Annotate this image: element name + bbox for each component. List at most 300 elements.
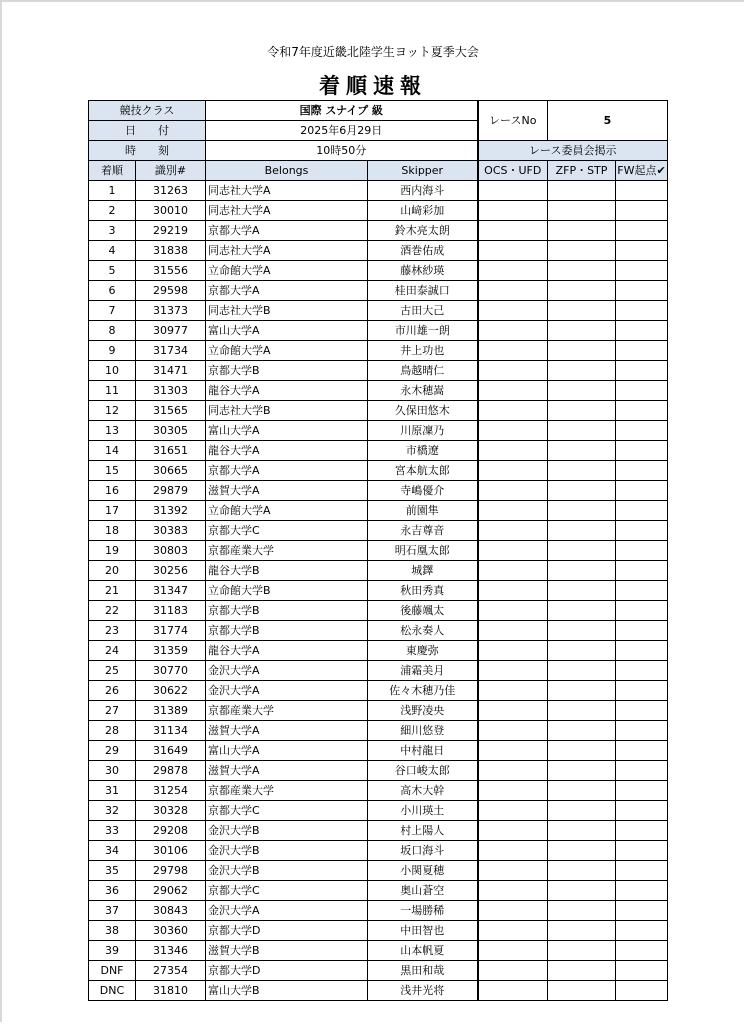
zfp-cell xyxy=(548,901,616,921)
fw-cell xyxy=(616,221,668,241)
ocs-cell xyxy=(478,761,548,781)
sail-number-cell: 31838 xyxy=(136,241,206,261)
belongs-cell: 立命館大学A xyxy=(206,261,368,281)
ocs-cell xyxy=(478,481,548,501)
belongs-cell: 同志社大学B xyxy=(206,301,368,321)
zfp-cell xyxy=(548,621,616,641)
fw-cell xyxy=(616,801,668,821)
belongs-cell: 同志社大学A xyxy=(206,201,368,221)
skipper-cell: 市橋遼 xyxy=(368,441,478,461)
rank-cell: 34 xyxy=(89,841,136,861)
ocs-cell xyxy=(478,421,548,441)
belongs-cell: 京都大学A xyxy=(206,221,368,241)
ocs-cell xyxy=(478,921,548,941)
belongs-cell: 京都大学C xyxy=(206,801,368,821)
belongs-cell: 富山大学A xyxy=(206,421,368,441)
zfp-cell xyxy=(548,661,616,681)
skipper-cell: 村上陽人 xyxy=(368,821,478,841)
zfp-cell xyxy=(548,941,616,961)
skipper-cell: 山﨑彩加 xyxy=(368,201,478,221)
rank-cell: 5 xyxy=(89,261,136,281)
rank-cell: 35 xyxy=(89,861,136,881)
fw-cell xyxy=(616,881,668,901)
zfp-cell xyxy=(548,361,616,381)
sail-number-cell: 31359 xyxy=(136,641,206,661)
skipper-cell: 奥山蒼空 xyxy=(368,881,478,901)
rank-cell: 3 xyxy=(89,221,136,241)
rank-cell: 9 xyxy=(89,341,136,361)
belongs-cell: 滋賀大学A xyxy=(206,761,368,781)
fw-cell xyxy=(616,681,668,701)
table-row xyxy=(89,541,668,561)
ocs-cell xyxy=(478,781,548,801)
sail-number-cell: 30328 xyxy=(136,801,206,821)
fw-cell xyxy=(616,581,668,601)
belongs-cell: 同志社大学B xyxy=(206,401,368,421)
table-row xyxy=(89,721,668,741)
sail-number-cell: 31389 xyxy=(136,701,206,721)
skipper-cell: 鳥越晴仁 xyxy=(368,361,478,381)
sail-number-cell: 30256 xyxy=(136,561,206,581)
belongs-cell: 京都大学B xyxy=(206,601,368,621)
table-row xyxy=(89,321,668,341)
zfp-cell xyxy=(548,761,616,781)
zfp-cell xyxy=(548,981,616,1001)
fw-cell xyxy=(616,761,668,781)
skipper-cell: 川原凜乃 xyxy=(368,421,478,441)
class-label: 競技クラス xyxy=(89,101,206,121)
belongs-cell: 富山大学A xyxy=(206,321,368,341)
table-row xyxy=(89,761,668,781)
sail-number-cell: 31134 xyxy=(136,721,206,741)
skipper-cell: 市川雄一朗 xyxy=(368,321,478,341)
belongs-cell: 滋賀大学A xyxy=(206,481,368,501)
ocs-cell xyxy=(478,961,548,981)
skipper-cell: 松永奏人 xyxy=(368,621,478,641)
sail-number-cell: 31471 xyxy=(136,361,206,381)
sail-number-cell: 29219 xyxy=(136,221,206,241)
zfp-cell xyxy=(548,801,616,821)
zfp-cell xyxy=(548,561,616,581)
ocs-cell xyxy=(478,201,548,221)
zfp-cell xyxy=(548,741,616,761)
rank-cell: 24 xyxy=(89,641,136,661)
sail-number-cell: 30665 xyxy=(136,461,206,481)
ocs-cell xyxy=(478,261,548,281)
rank-cell: 30 xyxy=(89,761,136,781)
zfp-cell xyxy=(548,221,616,241)
zfp-cell xyxy=(548,961,616,981)
fw-cell xyxy=(616,781,668,801)
table-row xyxy=(89,661,668,681)
table-row xyxy=(89,741,668,761)
table-row xyxy=(89,521,668,541)
ocs-cell xyxy=(478,821,548,841)
skipper-cell: 中田智也 xyxy=(368,921,478,941)
belongs-cell: 京都大学A xyxy=(206,461,368,481)
rank-cell: 38 xyxy=(89,921,136,941)
skipper-cell: 西内海斗 xyxy=(368,181,478,201)
skipper-cell: 小川瑛土 xyxy=(368,801,478,821)
fw-cell xyxy=(616,541,668,561)
skipper-cell: 桂田泰誠口 xyxy=(368,281,478,301)
belongs-cell: 金沢大学B xyxy=(206,821,368,841)
ocs-cell xyxy=(478,341,548,361)
fw-cell xyxy=(616,241,668,261)
table-row xyxy=(89,461,668,481)
sail-number-cell: 30383 xyxy=(136,521,206,541)
fw-cell xyxy=(616,501,668,521)
fw-cell xyxy=(616,941,668,961)
ocs-cell xyxy=(478,941,548,961)
belongs-cell: 龍谷大学A xyxy=(206,381,368,401)
table-row xyxy=(89,181,668,201)
zfp-cell xyxy=(548,921,616,941)
rank-cell: DNC xyxy=(89,981,136,1001)
ocs-cell xyxy=(478,741,548,761)
skipper-cell: 一場勝稀 xyxy=(368,901,478,921)
belongs-cell: 京都大学C xyxy=(206,521,368,541)
sail-number-cell: 31649 xyxy=(136,741,206,761)
rank-cell: 37 xyxy=(89,901,136,921)
ocs-cell xyxy=(478,381,548,401)
sail-number-cell: 30360 xyxy=(136,921,206,941)
zfp-cell xyxy=(548,301,616,321)
table-row xyxy=(89,821,668,841)
sail-number-cell: 29208 xyxy=(136,821,206,841)
table-row xyxy=(89,241,668,261)
zfp-cell xyxy=(548,601,616,621)
belongs-cell: 滋賀大学B xyxy=(206,941,368,961)
sail-number-cell: 30977 xyxy=(136,321,206,341)
skipper-cell: 永木穂嵩 xyxy=(368,381,478,401)
skipper-cell: 浦霜美月 xyxy=(368,661,478,681)
ocs-cell xyxy=(478,181,548,201)
skipper-cell: 古田大己 xyxy=(368,301,478,321)
table-row xyxy=(89,341,668,361)
rank-cell: 26 xyxy=(89,681,136,701)
table-row xyxy=(89,381,668,401)
sail-number-cell: 31810 xyxy=(136,981,206,1001)
table-row xyxy=(89,501,668,521)
table-row xyxy=(89,781,668,801)
zfp-cell xyxy=(548,481,616,501)
table-row xyxy=(89,881,668,901)
rank-cell: 25 xyxy=(89,661,136,681)
belongs-cell: 金沢大学B xyxy=(206,861,368,881)
skipper-cell: 明石凰太郎 xyxy=(368,541,478,561)
sail-number-cell: 31774 xyxy=(136,621,206,641)
zfp-cell xyxy=(548,881,616,901)
table-row xyxy=(89,401,668,421)
fw-cell xyxy=(616,861,668,881)
belongs-cell: 金沢大学A xyxy=(206,661,368,681)
belongs-cell: 龍谷大学A xyxy=(206,641,368,661)
sail-number-cell: 31556 xyxy=(136,261,206,281)
fw-cell xyxy=(616,601,668,621)
zfp-cell xyxy=(548,381,616,401)
belongs-cell: 金沢大学A xyxy=(206,681,368,701)
ocs-cell xyxy=(478,321,548,341)
fw-cell xyxy=(616,421,668,441)
sail-number-cell: 31373 xyxy=(136,301,206,321)
table-row xyxy=(89,981,668,1001)
sail-number-cell: 31734 xyxy=(136,341,206,361)
rank-cell: 4 xyxy=(89,241,136,261)
table-row xyxy=(89,701,668,721)
col-ocs: OCS・UFD xyxy=(478,161,548,181)
table-row xyxy=(89,961,668,981)
belongs-cell: 京都産業大学 xyxy=(206,781,368,801)
belongs-cell: 京都大学A xyxy=(206,281,368,301)
fw-cell xyxy=(616,481,668,501)
rank-cell: 7 xyxy=(89,301,136,321)
rank-cell: 19 xyxy=(89,541,136,561)
rank-cell: 21 xyxy=(89,581,136,601)
fw-cell xyxy=(616,561,668,581)
table-row xyxy=(89,841,668,861)
zfp-cell xyxy=(548,341,616,361)
rank-cell: 6 xyxy=(89,281,136,301)
skipper-cell: 坂口海斗 xyxy=(368,841,478,861)
sail-number-cell: 30106 xyxy=(136,841,206,861)
table-row xyxy=(89,901,668,921)
class-value: 国際 スナイプ 級 xyxy=(206,101,478,121)
belongs-cell: 金沢大学B xyxy=(206,841,368,861)
fw-cell xyxy=(616,461,668,481)
ocs-cell xyxy=(478,641,548,661)
belongs-cell: 京都大学B xyxy=(206,621,368,641)
ocs-cell xyxy=(478,281,548,301)
rank-cell: 12 xyxy=(89,401,136,421)
fw-cell xyxy=(616,901,668,921)
rank-cell: 8 xyxy=(89,321,136,341)
col-sail: 識別# xyxy=(136,161,206,181)
ocs-cell xyxy=(478,361,548,381)
table-row xyxy=(89,481,668,501)
zfp-cell xyxy=(548,321,616,341)
ocs-cell xyxy=(478,721,548,741)
fw-cell xyxy=(616,721,668,741)
belongs-cell: 滋賀大学A xyxy=(206,721,368,741)
zfp-cell xyxy=(548,821,616,841)
ocs-cell xyxy=(478,441,548,461)
table-row xyxy=(89,261,668,281)
fw-cell xyxy=(616,361,668,381)
ocs-cell xyxy=(478,701,548,721)
fw-cell xyxy=(616,181,668,201)
sail-number-cell: 30305 xyxy=(136,421,206,441)
belongs-cell: 立命館大学A xyxy=(206,501,368,521)
fw-cell xyxy=(616,661,668,681)
sail-number-cell: 31254 xyxy=(136,781,206,801)
sail-number-cell: 30803 xyxy=(136,541,206,561)
skipper-cell: 東慶弥 xyxy=(368,641,478,661)
zfp-cell xyxy=(548,281,616,301)
rank-cell: 16 xyxy=(89,481,136,501)
skipper-cell: 佐々木穂乃佳 xyxy=(368,681,478,701)
fw-cell xyxy=(616,981,668,1001)
sail-number-cell: 29878 xyxy=(136,761,206,781)
sail-number-cell: 31303 xyxy=(136,381,206,401)
zfp-cell xyxy=(548,541,616,561)
rank-cell: 20 xyxy=(89,561,136,581)
ocs-cell xyxy=(478,521,548,541)
skipper-cell: 秋田秀真 xyxy=(368,581,478,601)
belongs-cell: 龍谷大学A xyxy=(206,441,368,461)
ocs-cell xyxy=(478,601,548,621)
zfp-cell xyxy=(548,201,616,221)
skipper-cell: 中村龍日 xyxy=(368,741,478,761)
rank-cell: 33 xyxy=(89,821,136,841)
fw-cell xyxy=(616,281,668,301)
sail-number-cell: 31565 xyxy=(136,401,206,421)
sail-number-cell: 30770 xyxy=(136,661,206,681)
rank-cell: 29 xyxy=(89,741,136,761)
col-skipper: Skipper xyxy=(368,161,478,181)
col-rank: 着順 xyxy=(89,161,136,181)
ocs-cell xyxy=(478,801,548,821)
belongs-cell: 立命館大学A xyxy=(206,341,368,361)
rank-cell: 28 xyxy=(89,721,136,741)
skipper-cell: 宮本航太郎 xyxy=(368,461,478,481)
zfp-cell xyxy=(548,521,616,541)
zfp-cell xyxy=(548,181,616,201)
belongs-cell: 龍谷大学B xyxy=(206,561,368,581)
zfp-cell xyxy=(548,461,616,481)
skipper-cell: 藤林紗瑛 xyxy=(368,261,478,281)
zfp-cell xyxy=(548,641,616,661)
skipper-cell: 浅井光将 xyxy=(368,981,478,1001)
rank-cell: 13 xyxy=(89,421,136,441)
sail-number-cell: 30843 xyxy=(136,901,206,921)
race-no-label: レースNo xyxy=(478,101,548,141)
ocs-cell xyxy=(478,901,548,921)
fw-cell xyxy=(616,961,668,981)
fw-cell xyxy=(616,521,668,541)
belongs-cell: 金沢大学A xyxy=(206,901,368,921)
rank-cell: 14 xyxy=(89,441,136,461)
zfp-cell xyxy=(548,841,616,861)
skipper-cell: 山本帆夏 xyxy=(368,941,478,961)
rank-cell: 11 xyxy=(89,381,136,401)
zfp-cell xyxy=(548,401,616,421)
rank-cell: 22 xyxy=(89,601,136,621)
rank-cell: 2 xyxy=(89,201,136,221)
sail-number-cell: 31183 xyxy=(136,601,206,621)
sail-number-cell: 29798 xyxy=(136,861,206,881)
zfp-cell xyxy=(548,261,616,281)
fw-cell xyxy=(616,841,668,861)
skipper-cell: 永吉尊音 xyxy=(368,521,478,541)
results-table xyxy=(88,100,668,1001)
table-row xyxy=(89,301,668,321)
date-value: 2025年6月29日 xyxy=(206,121,478,141)
ocs-cell xyxy=(478,981,548,1001)
skipper-cell: 寺嶋優介 xyxy=(368,481,478,501)
skipper-cell: 酒巻佑成 xyxy=(368,241,478,261)
document-title: 着順速報 xyxy=(319,74,427,98)
fw-cell xyxy=(616,401,668,421)
zfp-cell xyxy=(548,501,616,521)
time-value: 10時50分 xyxy=(206,141,478,161)
zfp-cell xyxy=(548,781,616,801)
ocs-cell xyxy=(478,301,548,321)
skipper-cell: 小関夏穂 xyxy=(368,861,478,881)
zfp-cell xyxy=(548,721,616,741)
ocs-cell xyxy=(478,561,548,581)
table-row xyxy=(89,441,668,461)
rank-cell: DNF xyxy=(89,961,136,981)
table-row xyxy=(89,641,668,661)
skipper-cell: 後藤颯太 xyxy=(368,601,478,621)
table-row xyxy=(89,601,668,621)
table-row xyxy=(89,561,668,581)
table-row xyxy=(89,221,668,241)
belongs-cell: 京都大学D xyxy=(206,921,368,941)
col-fw: FW起点✔ xyxy=(616,161,668,181)
ocs-cell xyxy=(478,541,548,561)
table-row xyxy=(89,621,668,641)
ocs-cell xyxy=(478,401,548,421)
sail-number-cell: 31346 xyxy=(136,941,206,961)
zfp-cell xyxy=(548,241,616,261)
committee-label: レース委員会掲示 xyxy=(478,141,668,161)
table-row xyxy=(89,681,668,701)
zfp-cell xyxy=(548,701,616,721)
rank-cell: 18 xyxy=(89,521,136,541)
fw-cell xyxy=(616,441,668,461)
sail-number-cell: 29598 xyxy=(136,281,206,301)
belongs-cell: 京都大学D xyxy=(206,961,368,981)
ocs-cell xyxy=(478,461,548,481)
table-row xyxy=(89,581,668,601)
ocs-cell xyxy=(478,221,548,241)
table-row xyxy=(89,421,668,441)
zfp-cell xyxy=(548,421,616,441)
zfp-cell xyxy=(548,681,616,701)
rank-cell: 27 xyxy=(89,701,136,721)
sail-number-cell: 27354 xyxy=(136,961,206,981)
skipper-cell: 久保田悠木 xyxy=(368,401,478,421)
skipper-cell: 高木大幹 xyxy=(368,781,478,801)
ocs-cell xyxy=(478,581,548,601)
ocs-cell xyxy=(478,861,548,881)
zfp-cell xyxy=(548,581,616,601)
time-label: 時 刻 xyxy=(89,141,206,161)
rank-cell: 1 xyxy=(89,181,136,201)
ocs-cell xyxy=(478,881,548,901)
rank-cell: 36 xyxy=(89,881,136,901)
rank-cell: 17 xyxy=(89,501,136,521)
rank-cell: 39 xyxy=(89,941,136,961)
ocs-cell xyxy=(478,241,548,261)
fw-cell xyxy=(616,741,668,761)
fw-cell xyxy=(616,301,668,321)
sail-number-cell: 30010 xyxy=(136,201,206,221)
belongs-cell: 京都産業大学 xyxy=(206,701,368,721)
ocs-cell xyxy=(478,661,548,681)
fw-cell xyxy=(616,821,668,841)
race-number: 5 xyxy=(548,101,668,141)
fw-cell xyxy=(616,321,668,341)
skipper-cell: 井上功也 xyxy=(368,341,478,361)
sail-number-cell: 31392 xyxy=(136,501,206,521)
table-row xyxy=(89,861,668,881)
belongs-cell: 京都産業大学 xyxy=(206,541,368,561)
rank-cell: 15 xyxy=(89,461,136,481)
fw-cell xyxy=(616,261,668,281)
